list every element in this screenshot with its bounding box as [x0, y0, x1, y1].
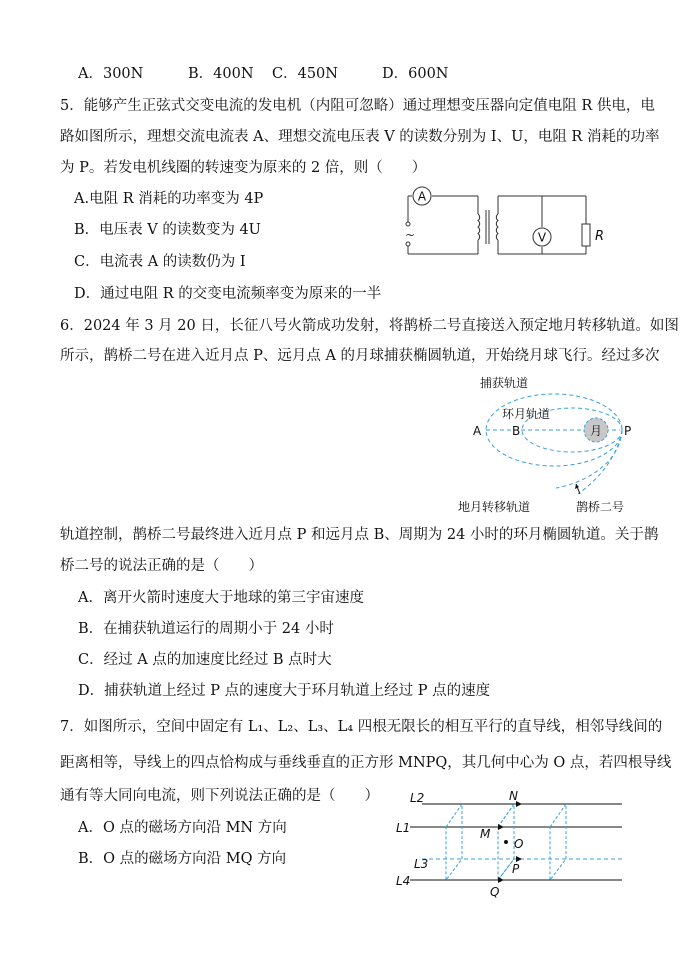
moon-label: 月: [589, 424, 603, 438]
q6-option-b: B．在捕获轨道运行的周期小于 24 小时: [78, 621, 334, 637]
q6-stem-line-2: 所示，鹊桥二号在进入近月点 P、远月点 A 的月球捕获椭圆轨道，开始绕月球飞行。经过多次: [60, 348, 660, 364]
wire-l1-label: L1: [396, 821, 411, 835]
lunar-orbit-label: 环月轨道: [502, 407, 551, 421]
point-o-label: O: [514, 837, 524, 851]
point-p-label: P: [512, 862, 520, 876]
q6-option-d: D．捕获轨道上经过 P 点的速度大于环月轨道上经过 P 点的速度: [78, 683, 491, 699]
q6-orbit-figure: [460, 366, 640, 516]
q4-option-b: B．400N: [188, 66, 254, 82]
q7-option-a: A．O 点的磁场方向沿 MN 方向: [78, 820, 287, 836]
resistor-label: R: [595, 229, 605, 244]
ac-source-symbol: ~: [405, 228, 416, 242]
satellite-label: 鹊桥二号: [576, 500, 625, 514]
q7-option-b: B．O 点的磁场方向沿 MQ 方向: [78, 851, 287, 867]
q7-stem-line-1: 7．如图所示，空间中固定有 L₁、L₂、L₃、L₄ 四根无限长的相互平行的直导线，相邻导线间的: [60, 719, 663, 735]
point-m-label: M: [480, 827, 491, 841]
wire-l4-label: L4: [396, 874, 411, 888]
point-n-label: N: [509, 789, 518, 803]
q6-option-a: A．离开火箭时速度大于地球的第三宇宙速度: [78, 590, 364, 606]
point-a-label: A: [473, 424, 482, 438]
q5-option-a: A.电阻 R 消耗的功率变为 4P: [74, 191, 264, 207]
point-q-label: Q: [490, 885, 500, 899]
q7-stem-line-3: 通有等大同向电流，则下列说法正确的是（ ）: [60, 788, 379, 804]
wire-l3-label: L3: [414, 857, 429, 871]
q5-circuit-figure: [396, 184, 616, 264]
q6-stem-line-3: 轨道控制，鹊桥二号最终进入近月点 P 和远月点 B、周期为 24 小时的环月椭圆轨道。关于鹊: [60, 527, 659, 543]
q6-stem-line-4: 桥二号的说法正确的是（ ）: [60, 558, 263, 574]
ammeter-label: A: [417, 189, 427, 204]
point-b-label: B: [512, 424, 521, 438]
q7-wires-figure: [392, 788, 628, 900]
q7-stem-line-2: 距离相等，导线上的四点恰构成与垂线垂直的正方形 MNPQ，其几何中心为 O 点，若四根导线: [60, 755, 672, 771]
q5-option-d: D．通过电阻 R 的交变电流频率变为原来的一半: [74, 286, 382, 302]
capture-orbit-label: 捕获轨道: [480, 376, 529, 390]
q4-option-d: D．600N: [382, 66, 449, 82]
voltmeter-label: V: [537, 230, 547, 245]
q6-option-c: C．经过 A 点的加速度比经过 B 点时大: [78, 652, 332, 668]
q5-option-b: B．电压表 V 的读数变为 4U: [74, 222, 261, 238]
q6-stem-line-1: 6．2024 年 3 月 20 日，长征八号火箭成功发射，将鹊桥二号直接送入预定地月转移轨道。如图: [60, 318, 679, 334]
q5-stem-line-3: 为 P。若发电机线圈的转速变为原来的 2 倍，则（ ）: [60, 160, 427, 176]
q5-stem-line-2: 路如图所示，理想交流电流表 A、理想交流电压表 V 的读数分别为 I、U，电阻 R 消耗的功率: [60, 129, 660, 145]
transfer-orbit-label: 地月转移轨道: [458, 500, 531, 514]
q5-option-c: C．电流表 A 的读数仍为 I: [74, 254, 246, 270]
point-p-label: P: [624, 424, 632, 438]
wire-l2-label: L2: [410, 791, 425, 805]
q5-stem-line-1: 5．能够产生正弦式交变电流的发电机（内阻可忽略）通过理想变压器向定值电阻 R 供电，电: [60, 98, 655, 114]
q4-option-c: C．450N: [272, 66, 338, 82]
q4-option-a: A．300N: [78, 66, 144, 82]
